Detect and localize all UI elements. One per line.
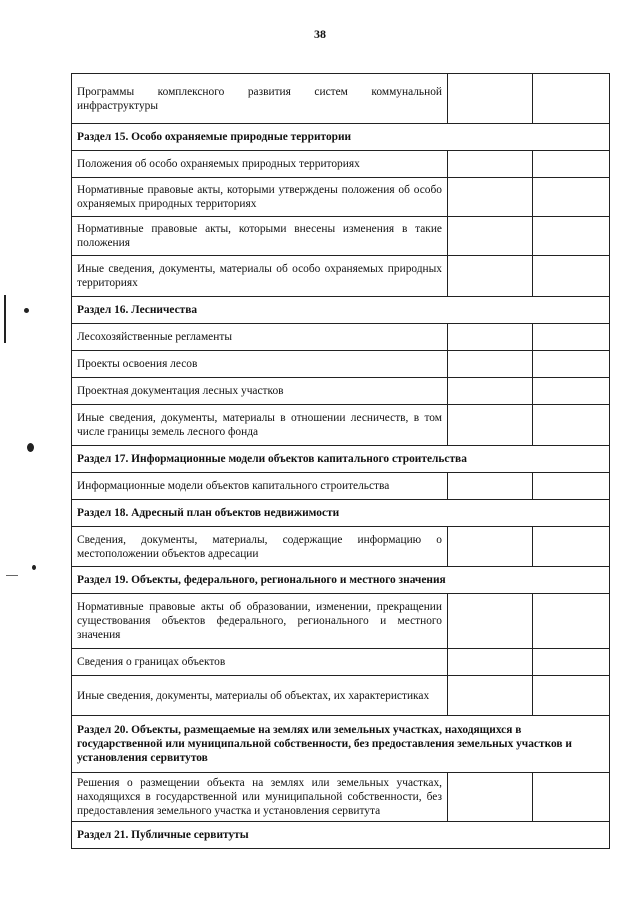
empty-cell <box>533 378 610 405</box>
margin-mark-dot <box>27 443 34 452</box>
table-row <box>72 473 610 500</box>
document-table-body <box>72 74 610 849</box>
section-heading: Раздел 17. Информационные модели объектов капитального строительства <box>72 446 610 473</box>
item-description-cell: Решения о размещении объекта на землях или земельных участках, находящихся в государственной или муниципальной собственности, без предоставления земельного участка и установления сервитута <box>72 773 448 822</box>
section-row <box>72 500 610 527</box>
item-description-cell: Нормативные правовые акты, которыми утверждены положения об особо охраняемых природных территориях <box>72 178 448 217</box>
page-number: 38 <box>314 27 326 41</box>
item-description-cell: Иные сведения, документы, материалы об объектах, их характеристиках <box>72 676 448 716</box>
empty-cell <box>448 649 533 676</box>
table-row <box>72 178 610 217</box>
table-row <box>72 649 610 676</box>
table-row <box>72 256 610 297</box>
empty-cell <box>448 405 533 446</box>
item-description-cell: Информационные модели объектов капитального строительства <box>72 473 448 500</box>
margin-mark-line <box>4 295 6 343</box>
empty-cell <box>448 178 533 217</box>
empty-cell <box>533 676 610 716</box>
empty-cell <box>448 74 533 124</box>
section-heading: Раздел 21. Публичные сервитуты <box>72 822 610 849</box>
item-description-cell: Проектная документация лесных участков <box>72 378 448 405</box>
empty-cell <box>533 151 610 178</box>
table-row <box>72 405 610 446</box>
empty-cell <box>533 324 610 351</box>
item-description-cell: Сведения о границах объектов <box>72 649 448 676</box>
table-row <box>72 351 610 378</box>
empty-cell <box>448 473 533 500</box>
table-row <box>72 594 610 649</box>
table-row <box>72 527 610 567</box>
item-description-cell: Программы комплексного развития систем коммунальной инфраструктуры <box>72 74 448 124</box>
section-heading: Раздел 15. Особо охраняемые природные территории <box>72 124 610 151</box>
empty-cell <box>533 773 610 822</box>
margin-mark-dash <box>6 575 18 576</box>
empty-cell <box>448 378 533 405</box>
section-row <box>72 567 610 594</box>
empty-cell <box>533 178 610 217</box>
empty-cell <box>533 649 610 676</box>
empty-cell <box>448 676 533 716</box>
empty-cell <box>533 594 610 649</box>
table-row <box>72 773 610 822</box>
empty-cell <box>448 151 533 178</box>
section-heading: Раздел 20. Объекты, размещаемые на землях или земельных участках, находящихся в государственной или муниципальной собственности, без предоставления земельных участков и установления сервитутов <box>72 716 610 773</box>
item-description-cell: Положения об особо охраняемых природных территориях <box>72 151 448 178</box>
item-description-cell: Иные сведения, документы, материалы в отношении лесничеств, в том числе границы земель лесного фонда <box>72 405 448 446</box>
section-row <box>72 716 610 773</box>
table-row <box>72 151 610 178</box>
table-row <box>72 74 610 124</box>
empty-cell <box>533 527 610 567</box>
empty-cell <box>448 217 533 256</box>
section-row <box>72 297 610 324</box>
item-description-cell: Сведения, документы, материалы, содержащие информацию о местоположении объектов адресации <box>72 527 448 567</box>
item-description-cell: Проекты освоения лесов <box>72 351 448 378</box>
empty-cell <box>533 74 610 124</box>
section-row <box>72 822 610 849</box>
section-row <box>72 446 610 473</box>
empty-cell <box>533 473 610 500</box>
document-table <box>71 73 610 849</box>
section-heading: Раздел 19. Объекты, федерального, регионального и местного значения <box>72 567 610 594</box>
empty-cell <box>448 324 533 351</box>
empty-cell <box>533 405 610 446</box>
item-description-cell: Иные сведения, документы, материалы об особо охраняемых природных территориях <box>72 256 448 297</box>
table-row <box>72 378 610 405</box>
empty-cell <box>448 594 533 649</box>
empty-cell <box>533 256 610 297</box>
table-row <box>72 676 610 716</box>
margin-mark-dot <box>32 565 36 570</box>
empty-cell <box>448 256 533 297</box>
table-row <box>72 324 610 351</box>
empty-cell <box>448 351 533 378</box>
section-heading: Раздел 18. Адресный план объектов недвижимости <box>72 500 610 527</box>
margin-mark-dot <box>24 308 29 313</box>
item-description-cell: Лесохозяйственные регламенты <box>72 324 448 351</box>
item-description-cell: Нормативные правовые акты, которыми внесены изменения в такие положения <box>72 217 448 256</box>
table-row <box>72 217 610 256</box>
section-heading: Раздел 16. Лесничества <box>72 297 610 324</box>
section-row <box>72 124 610 151</box>
empty-cell <box>448 527 533 567</box>
empty-cell <box>448 773 533 822</box>
empty-cell <box>533 351 610 378</box>
empty-cell <box>533 217 610 256</box>
item-description-cell: Нормативные правовые акты об образовании, изменении, прекращении существования объектов федерального, регионального и местного значения <box>72 594 448 649</box>
